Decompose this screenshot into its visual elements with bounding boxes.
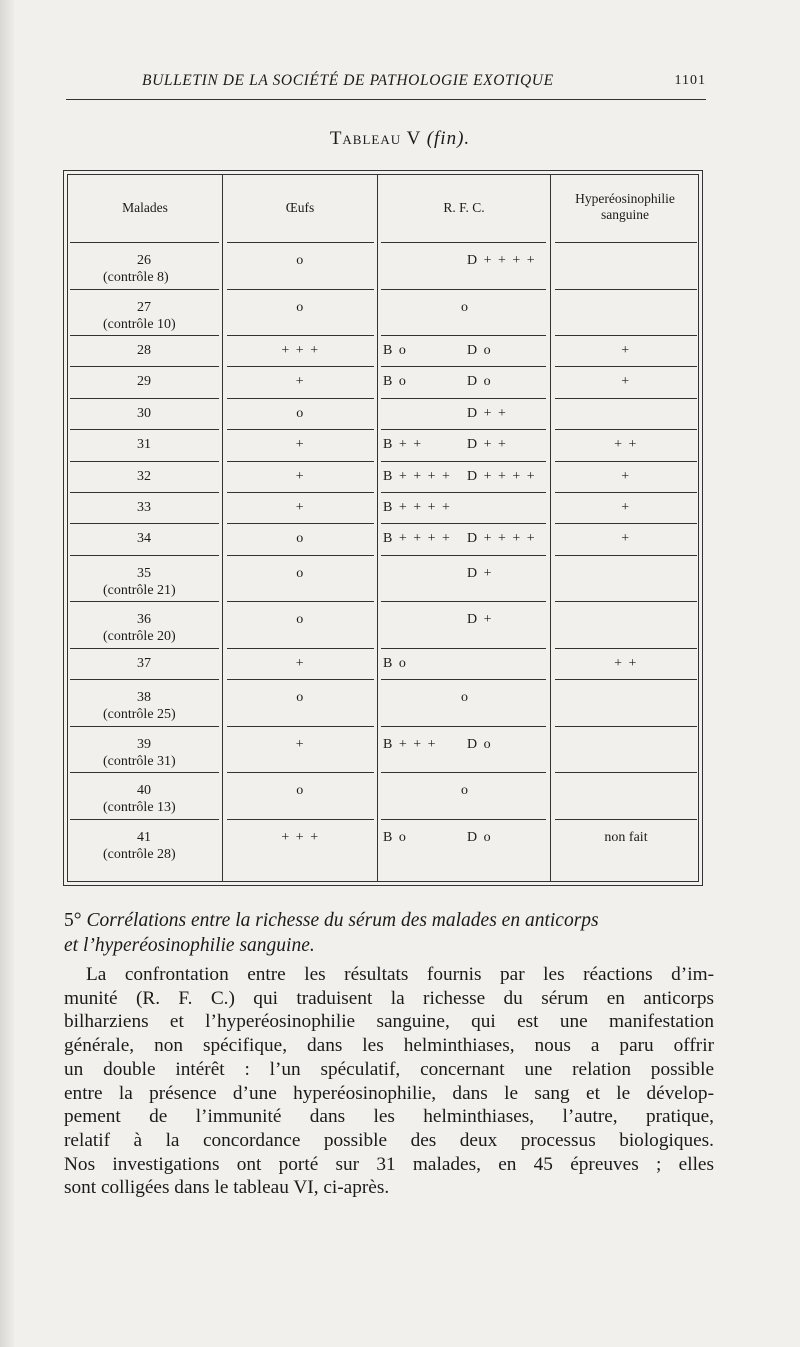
table-row-rule	[227, 242, 374, 243]
patient-number: 34	[137, 531, 151, 547]
oeufs-value: +	[295, 468, 306, 484]
patient-control: (contrôle 28)	[103, 846, 176, 862]
table-row-rule	[227, 772, 374, 773]
patient-number: 38	[137, 690, 151, 706]
rfc-d-value: D o	[467, 736, 493, 752]
table-row-rule	[70, 819, 219, 820]
rfc-d-value: D + +	[467, 405, 508, 421]
header-rfc: R. F. C.	[443, 200, 485, 215]
hypereosinophilie-value: +	[621, 343, 631, 358]
section-number: 5°	[64, 910, 82, 931]
table-row-rule	[555, 648, 697, 649]
table-row-rule	[70, 242, 219, 243]
header-hypereosinophilie	[552, 191, 698, 223]
oeufs-value: + + +	[281, 343, 320, 358]
patient-number: 28	[137, 343, 151, 358]
table-row-rule	[70, 648, 219, 649]
section-heading-line2: et l’hyperéosinophilie sanguine.	[64, 935, 315, 956]
patient-number: 41	[137, 829, 151, 845]
table-row-rule	[70, 679, 219, 680]
header-hyper-line1: Hyperéosinophilie	[575, 191, 675, 206]
table-row-rule	[70, 772, 219, 773]
oeufs-value: o	[296, 405, 305, 421]
hypereosinophilie-value: +	[621, 374, 631, 390]
patient-number: 32	[137, 468, 151, 484]
paragraph-line: bilharziens et l’hyperéosinophilie sanguine, qui est une manifestation	[64, 1011, 714, 1033]
rfc-b-value: B o	[383, 343, 408, 358]
table-row-rule	[70, 429, 219, 430]
section-heading	[64, 908, 714, 958]
table-row-rule	[227, 726, 374, 727]
paragraph-line: sont colligées dans le tableau VI, ci-après.	[64, 1177, 390, 1199]
journal-title: BULLETIN DE LA SOCIÉTÉ DE PATHOLOGIE EXOTIQUE	[142, 72, 554, 89]
rfc-d-value: D + + + +	[467, 531, 537, 547]
rfc-b-value: B + + + +	[383, 531, 452, 547]
patient-number: 33	[137, 500, 151, 515]
table-row-rule	[381, 398, 546, 399]
table-row-rule	[381, 555, 546, 556]
table-caption-prefix: Tableau	[329, 128, 402, 149]
table-row-rule	[381, 772, 546, 773]
hypereosinophilie-value: + +	[614, 655, 638, 671]
table-row-rule	[555, 335, 697, 336]
table-row-rule	[70, 335, 219, 336]
table-row-rule	[70, 726, 219, 727]
table-row-rule	[227, 398, 374, 399]
oeufs-value: o	[296, 612, 305, 628]
table-row-rule	[70, 289, 219, 290]
rfc-d-value: D +	[467, 565, 494, 581]
table-column-divider	[222, 174, 223, 882]
hypereosinophilie-value: non fait	[604, 829, 648, 845]
patient-number: 36	[137, 612, 151, 628]
table-column-divider	[550, 174, 551, 882]
oeufs-value: o	[296, 253, 305, 268]
table-caption	[0, 128, 800, 150]
patient-control: (contrôle 25)	[103, 707, 176, 723]
oeufs-value: +	[295, 374, 306, 390]
rfc-d-value: D o	[467, 374, 493, 390]
rfc-d-value: D + +	[467, 437, 508, 453]
table-row-rule	[555, 366, 697, 367]
table-row-rule	[555, 242, 697, 243]
rfc-d-value: D o	[467, 343, 493, 358]
oeufs-value: +	[295, 736, 306, 752]
table-row-rule	[381, 492, 546, 493]
table-row-rule	[381, 523, 546, 524]
patient-control: (contrôle 8)	[103, 270, 169, 285]
table-row-rule	[70, 555, 219, 556]
table-row-rule	[227, 601, 374, 602]
table-row-rule	[227, 819, 374, 820]
table-row-rule	[381, 461, 546, 462]
patient-control: (contrôle 13)	[103, 800, 176, 816]
oeufs-value: o	[296, 783, 305, 799]
oeufs-value: o	[296, 531, 305, 547]
rfc-d-value: D o	[467, 829, 493, 845]
table-row-rule	[381, 819, 546, 820]
table-row-rule	[227, 492, 374, 493]
patient-control: (contrôle 21)	[103, 582, 176, 598]
hypereosinophilie-value: +	[621, 500, 631, 515]
table-row-rule	[555, 461, 697, 462]
table-row-rule	[70, 461, 219, 462]
table-row-rule	[555, 726, 697, 727]
table-row-rule	[227, 523, 374, 524]
table-row-rule	[227, 648, 374, 649]
patient-number: 31	[137, 437, 151, 453]
rfc-b-value: B + +	[383, 437, 423, 453]
paragraph-line: entre la présence d’une hyperéosinophilie, dans le sang et le dévelop-	[64, 1082, 714, 1104]
patient-number: 27	[137, 299, 151, 315]
table-row-rule	[381, 366, 546, 367]
oeufs-value: +	[295, 655, 306, 671]
rfc-b-value: B o	[383, 829, 408, 845]
header-hyper-line2: sanguine	[601, 207, 649, 222]
rfc-d-value: D +	[467, 612, 494, 628]
table-row-rule	[555, 555, 697, 556]
oeufs-value: +	[295, 437, 306, 453]
rfc-d-value: D + + + +	[467, 468, 537, 484]
oeufs-value: + + +	[281, 829, 320, 845]
table-row-rule	[70, 398, 219, 399]
oeufs-value: +	[295, 500, 306, 515]
header-oeufs: Œufs	[285, 200, 315, 215]
rfc-d-value: o	[461, 690, 470, 706]
rfc-b-value: B + + +	[383, 736, 438, 752]
table-row-rule	[227, 289, 374, 290]
header-malades: Malades	[122, 200, 168, 215]
patient-control: (contrôle 31)	[103, 753, 176, 769]
rfc-d-value: o	[461, 299, 470, 315]
rfc-b-value: B + + + +	[383, 468, 452, 484]
patient-number: 37	[137, 655, 151, 671]
paragraph-line: Nos investigations ont porté sur 31 malades, en 45 épreuves ; elles	[64, 1153, 714, 1175]
patient-control: (contrôle 10)	[103, 316, 176, 332]
table-row-rule	[381, 289, 546, 290]
table-row-rule	[555, 819, 697, 820]
table-row-rule	[555, 398, 697, 399]
table-column-divider	[377, 174, 378, 882]
table-row-rule	[70, 366, 219, 367]
running-head	[66, 72, 706, 94]
table-row-rule	[381, 242, 546, 243]
oeufs-value: o	[296, 690, 305, 706]
table-row-rule	[227, 366, 374, 367]
header-rule	[66, 99, 706, 100]
table-row-rule	[555, 289, 697, 290]
oeufs-value: o	[296, 565, 305, 581]
table-row-rule	[227, 461, 374, 462]
table-row-rule	[227, 335, 374, 336]
hypereosinophilie-value: +	[621, 531, 631, 547]
table-row-rule	[227, 555, 374, 556]
table-row-rule	[70, 492, 219, 493]
patient-number: 35	[137, 565, 151, 581]
page-number: 1101	[674, 73, 706, 88]
oeufs-value: o	[296, 299, 305, 315]
table-row-rule	[381, 335, 546, 336]
patient-number: 26	[137, 253, 151, 268]
table-row-rule	[555, 523, 697, 524]
section-heading-line1: Corrélations entre la richesse du sérum des malades en anticorps	[86, 910, 599, 931]
paragraph-line: La confrontation entre les résultats fournis par les réactions d’im-	[86, 964, 714, 985]
rfc-b-value: B o	[383, 374, 408, 390]
table-row-rule	[227, 679, 374, 680]
patient-number: 29	[137, 374, 151, 390]
table-row-rule	[381, 601, 546, 602]
patient-number: 39	[137, 736, 151, 752]
table-row-rule	[381, 648, 546, 649]
paragraph-line: générale, non spécifique, dans les helminthiases, nous a paru offrir	[64, 1035, 714, 1057]
table-row-rule	[381, 726, 546, 727]
patient-control: (contrôle 20)	[103, 629, 176, 645]
table-row-rule	[555, 492, 697, 493]
table-row-rule	[70, 523, 219, 524]
table-caption-suffix: (fin).	[426, 128, 471, 149]
patient-number: 30	[137, 405, 151, 421]
rfc-b-value: B o	[383, 655, 408, 671]
table-row-rule	[555, 601, 697, 602]
paragraph-line: un double intérêt : l’un spéculatif, concernant une relation possible	[64, 1058, 714, 1080]
table-row-rule	[70, 601, 219, 602]
rfc-d-value: D + + + +	[467, 253, 537, 268]
table-row-rule	[227, 429, 374, 430]
page-binding-edge	[0, 0, 14, 1347]
hypereosinophilie-value: + +	[614, 437, 638, 453]
table-row-rule	[555, 679, 697, 680]
rfc-d-value: o	[461, 783, 470, 799]
paragraph-line: relatif à la concordance possible des deux processus biologiques.	[64, 1129, 714, 1151]
rfc-b-value: B + + + +	[383, 500, 452, 515]
table-row-rule	[381, 429, 546, 430]
table-row-rule	[381, 679, 546, 680]
hypereosinophilie-value: +	[621, 468, 631, 484]
paragraph-line: pement de l’immunité dans les helminthiases, l’autre, pratique,	[64, 1106, 714, 1128]
body-paragraph	[64, 963, 714, 1200]
table-caption-number: V	[406, 128, 421, 149]
table-row-rule	[555, 772, 697, 773]
paragraph-line: munité (R. F. C.) qui traduisent la richesse du sérum en anticorps	[64, 987, 714, 1009]
patient-number: 40	[137, 783, 151, 799]
table-row-rule	[555, 429, 697, 430]
